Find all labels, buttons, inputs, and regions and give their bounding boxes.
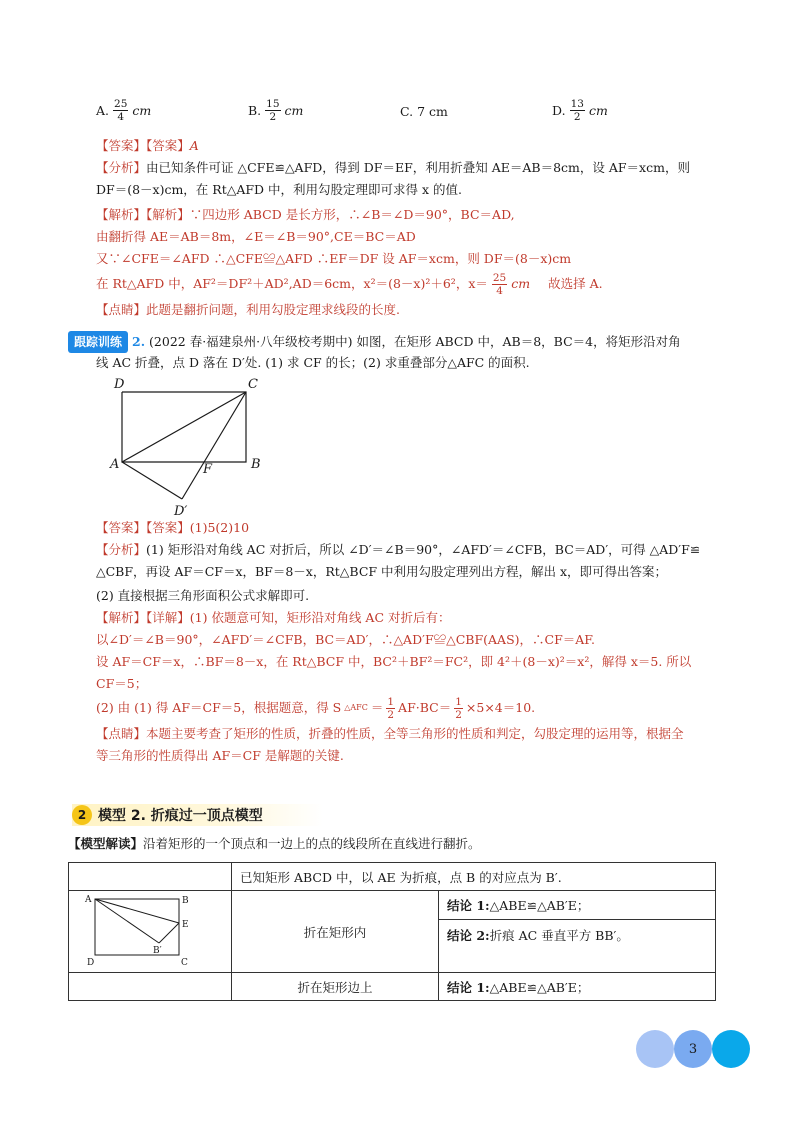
label-a: A [110,457,120,472]
analysis-2-line-2: △CBF，再设 AF＝CF＝x，BF＝8－x，Rt△BCF 中利用勾股定理列出方程，解出 x，即可得出答案； [96,564,668,579]
solution-2-line-1: 【解析】【详解】(1) 依题意可知，矩形沿对角线 AC 对折后有： [96,610,451,625]
solution-1-line-2: 由翻折得 AE＝AB＝8m，∠E＝∠B＝90°,CE＝BC＝AD [96,229,416,244]
solution-1-line-4: 在 Rt△AFD 中，AF²＝DF²＋AD²,AD＝6cm，x²＝(8－x)²＋6²，x＝ $\frac{25}{4}$ cm 故选择 A. [96,271,603,297]
option-c: C. 7 cm [400,104,448,119]
crease-ae [95,899,179,923]
conclusion-2: 结论 2:折痕 AC 垂直平方 BB′。 [439,920,716,973]
case-on-edge: 折在矩形边上 [232,973,439,1001]
rectangle-fold-figure [106,372,274,520]
page-number-badge [636,1028,752,1068]
answer-1: 【答案】【答案】A [96,138,199,153]
segment-eb-prime [159,923,179,943]
decor-circle-1 [636,1030,674,1068]
case-inside: 折在矩形内 [232,891,439,973]
exercise-line-2: 线 AC 折叠，点 D 落在 D′处. (1) 求 CF 的长；(2) 求重叠部分△AFC 的面积. [96,355,530,370]
solution-2-line-4: CF＝5； [96,676,148,691]
fold-inside-figure [75,893,195,967]
section-title: 模型 2. 折痕过一顶点模型 [98,808,263,824]
tlabel-e: E [182,920,189,930]
fraction: $\frac{25}{4}$ [114,98,128,123]
fraction: $\frac{1}{2}$ [387,695,395,721]
tlabel-c: C [181,958,188,967]
label-d: D [114,377,125,392]
label-d-prime: D′ [174,504,188,519]
analysis-2-line-1: 【分析】(1) 矩形沿对角线 AC 对折后，所以 ∠D′＝∠B＝90°，∠AFD′＝∠CFB，BC＝AD′，可得 △AD′F≌ [96,542,701,557]
solution-2-line-3: 设 AF＝CF＝x，∴BF＝8－x，在 Rt△BCF 中，BC²＋BF²＝FC²，即 4²＋(8－x)²＝x²，解得 x＝5. 所以 [96,654,692,669]
diagonal-ac [122,392,246,462]
point-1: 【点睛】此题是翻折问题，利用勾股定理求线段的长度. [96,302,400,317]
exercise-badge: 跟踪训练 [68,331,128,353]
tlabel-b: B [182,896,189,906]
page-number: 3 [674,1030,712,1068]
segment-ad-prime [122,462,182,499]
option-d: D. $\frac{13}{2}$ cm [552,98,608,123]
solution-1-line-3: 又∵∠CFE＝∠AFD ∴△CFE≌△AFD ∴EF＝DF 设 AF＝xcm，则 DF＝(8－x)cm [96,251,572,266]
tlabel-b-prime: B′ [153,946,162,956]
table-header: 已知矩形 ABCD 中，以 AE 为折痕，点 B 的对应点为 B′. [232,863,716,891]
segment-cd-prime [182,392,246,499]
solution-1-line-1: 【解析】【解析】∵四边形 ABCD 是长方形，∴∠B＝∠D＝90°，BC＝AD, [96,207,515,222]
conclusion-1-edge: 结论 1:△ABE≌△AB′E； [439,973,716,1001]
fraction: $\frac{13}{2}$ [570,98,584,123]
fraction: $\frac{1}{2}$ [455,695,462,721]
option-a: A. $\frac{25}{4}$ cm [96,98,152,123]
answer-2: 【答案】【答案】(1)5(2)10 [96,520,250,535]
solution-2-line-2: 以∠D′＝∠B＝90°，∠AFD′＝∠CFB，BC＝AD′，∴△AD′F≌△CBF(AAS)，∴CF＝AF. [96,632,595,647]
exercise-line-1: 跟踪训练 2. (2022 春·福建泉州·八年级校考期中) 如图，在矩形 ABCD 中，AB＝8，BC＝4，将矩形沿对角 [68,331,734,353]
solution-2-line-5: (2) 由 (1) 得 AF＝CF＝5，根据题意，得 S △AFC ＝ $\frac{1}{2}$ AF·BC＝ $\frac{1}{2}$ ×5×4＝10. [96,695,536,721]
label-f: F [203,462,213,477]
decor-circle-3 [712,1030,750,1068]
table-figure-cell [69,891,232,973]
analysis-2-line-3: (2) 直接根据三角形面积公式求解即可. [96,588,310,603]
tlabel-a: A [85,895,92,905]
point-2-line-1: 【点睛】本题主要考查了矩形的性质，折叠的性质，全等三角形的性质和判定，勾股定理的运用等，根据全 [96,726,684,741]
analysis-1-line-1: 【分析】由已知条件可证 △CFE≌△AFD，得到 DF＝EF，利用折叠知 AE＝AB＝8cm，设 AF＝xcm，则 [96,160,690,175]
answer-options [96,98,716,138]
label-c: C [248,377,258,392]
section-heading [72,804,323,826]
fraction: $\frac{15}{2}$ [266,98,280,123]
model-reading: 【模型解读】沿着矩形的一个顶点和一边上的点的线段所在直线进行翻折。 [68,836,481,851]
analysis-1-line-2: DF＝(8－x)cm，在 Rt△AFD 中，利用勾股定理即可求得 x 的值. [96,182,462,197]
section-number: 2 [72,805,92,825]
conclusion-1: 结论 1:△ABE≌△AB′E； [439,891,716,920]
tlabel-d: D [87,958,95,967]
point-2-line-2: 等三角形的性质得出 AF＝CF 是解题的关键. [96,748,344,763]
segment-ab-prime [95,899,159,943]
model-table [68,862,716,1001]
fraction: $\frac{25}{4}$ [492,271,507,297]
label-b: B [251,457,261,472]
option-b: B. $\frac{15}{2}$ cm [248,98,304,123]
